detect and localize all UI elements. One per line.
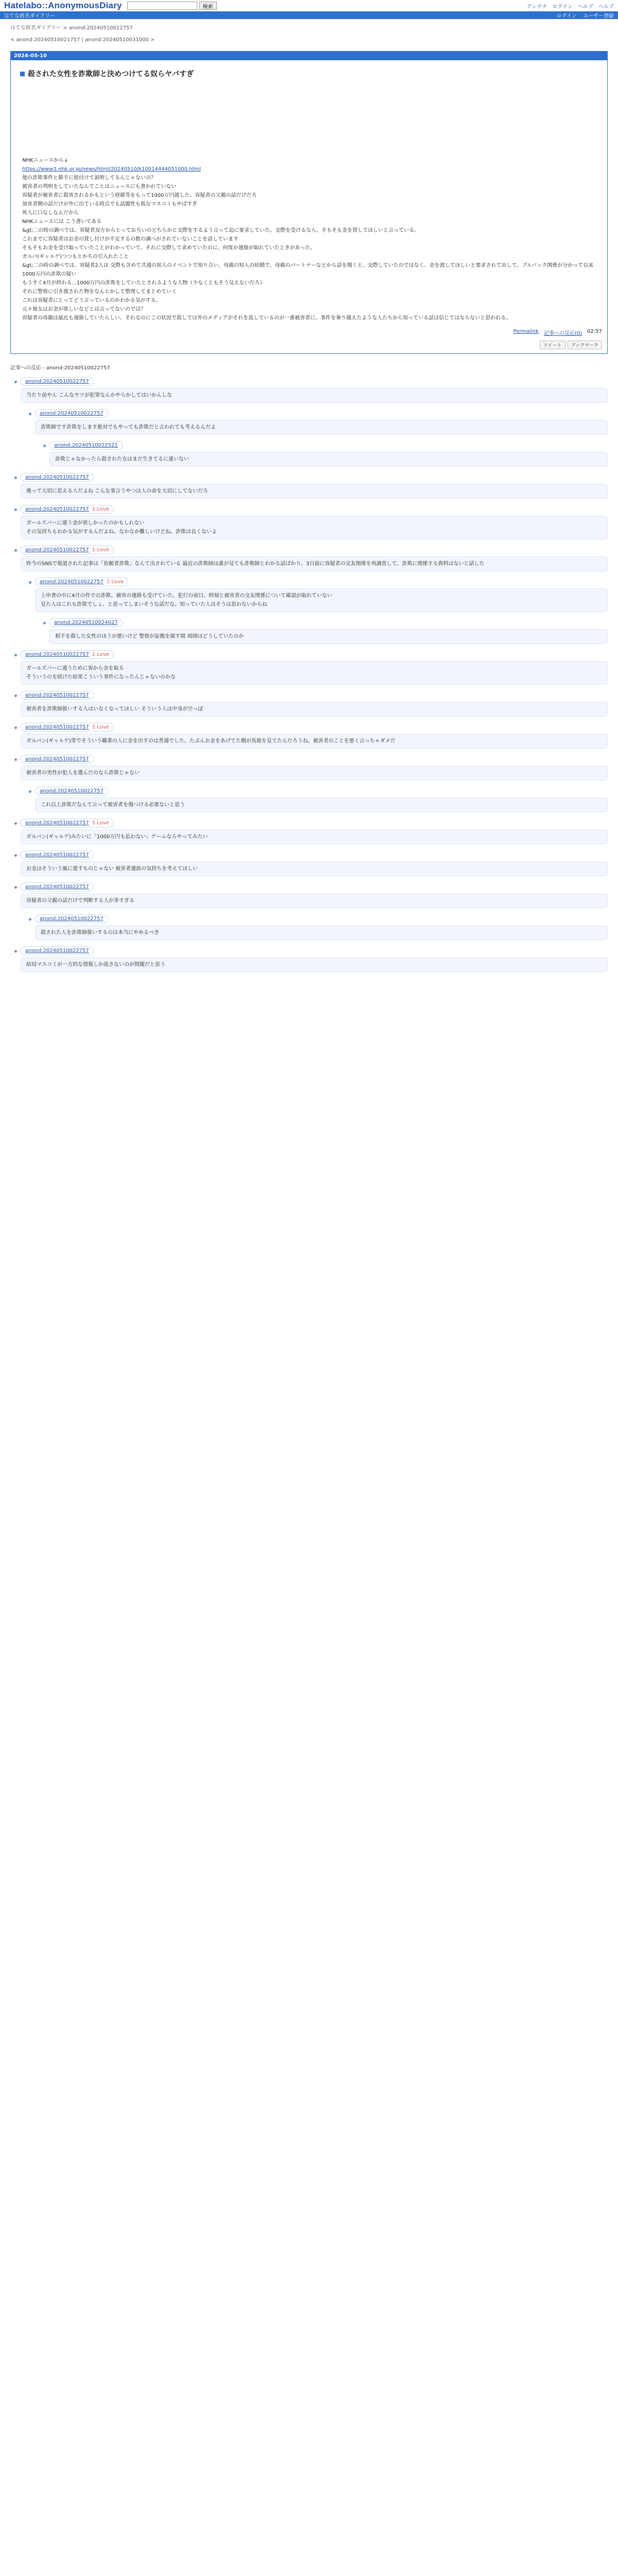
comment-id-link[interactable]: anond:20240510022757	[25, 474, 89, 480]
comment-item	[21, 650, 608, 685]
comment-body	[49, 629, 608, 644]
comment-line: 結局マスコミが一方的な情報しか流さないのが問題だと思う	[26, 962, 165, 968]
comment-id-link[interactable]: anond:20240510022757	[40, 916, 104, 922]
comment-id-link[interactable]: anond:20240510022757	[25, 884, 89, 890]
entry-time: 02:57	[587, 329, 602, 334]
bullet-icon	[14, 758, 17, 761]
entry-body	[11, 79, 607, 326]
comment-body	[35, 925, 608, 940]
source-link[interactable]: https://www3.nhk.or.jp/news/html/20240510/k10014444051000.html	[22, 166, 201, 172]
bullet-icon	[14, 381, 17, 383]
love-count: 1 Love	[92, 820, 109, 826]
bullet-icon	[14, 822, 17, 825]
comment-item	[21, 473, 608, 499]
comment-id-link[interactable]: anond:20240510022757	[25, 756, 89, 762]
comment-line: 上申書の中に4月の件での詐欺、被害の連絡も受けていた。犯行の前日、時刻と被害者の交友関係について確認が取れていない	[41, 593, 333, 599]
entry-title-text[interactable]: 殺された女性を詐欺師と決めつけてる奴らヤバすぎ	[28, 70, 194, 78]
comment-id-link[interactable]: anond:20240510022757	[25, 820, 89, 826]
entry-paragraph: 容疑者が被害者に殺害されるかもという経緯等をもって1000万円渡した。容疑者の父親の話だけだろ	[22, 193, 257, 198]
comment-header	[21, 546, 114, 554]
comment-item	[35, 578, 608, 612]
comment-line: 殺された人を詐欺師扱いするのは本当にやめるべき	[41, 930, 159, 936]
bullet-icon	[14, 477, 17, 479]
bullet-icon	[14, 509, 17, 511]
breadcrumb-line: はてな匿名ダイアリー > anond:20240510022757	[10, 25, 133, 31]
entry-paragraph: 加害者側の話だけが外に出ている時点でも話題性も低なマスコミもやばすぎ	[22, 201, 197, 207]
entry-paragraph: 容疑者の母親は最近も連絡していたらしい。それなのにこの状況で殺しては外のメディアがそれを流しているのが一番被害者に、事件を乗り越えたような人たちから知っている話は信じてはならないと思われる。	[22, 315, 511, 321]
comment-line: これ以上詐欺だなんて言って被害者を傷つける必要ないと思う	[41, 802, 185, 808]
comment-id-link[interactable]: anond:20240510022757	[25, 692, 89, 698]
entry-paragraph: それに警察に引き渡された物をなんとかして整理してまとめていく	[22, 289, 177, 295]
entry-footer	[11, 326, 607, 341]
comment-item	[21, 851, 608, 876]
entry-paragraph: &gt;二の時の調べでは、容疑者2人は 交際も含めて共通の知人のイベントで知り合い、母親の知人の結婚で、母親のパートナーなどから話を聞くと、交際していたのではなく、金を渡してほしいと要求されて出して、プルバック関係が分かって以来1000万円の詐欺の疑い	[22, 263, 594, 277]
top-link-help[interactable]: ヘルプ	[578, 4, 593, 10]
entry-paragraph: 被害者の判明をしていたなんてことはニュースにも書かれていない	[22, 184, 177, 190]
love-count: 1 Love	[106, 579, 124, 585]
square-icon	[20, 72, 25, 76]
entry-card	[10, 51, 608, 354]
entry-paragraph: 死人に口なしなんだから	[22, 210, 79, 216]
comment-body	[21, 861, 608, 876]
comment-header	[21, 473, 94, 482]
comment-item	[21, 691, 608, 717]
bullet-icon	[29, 790, 31, 793]
search-button[interactable]: 検索	[199, 2, 217, 10]
comment-header	[21, 819, 114, 827]
bullet-icon	[43, 445, 46, 447]
bullet-icon	[14, 726, 17, 729]
comment-id-link[interactable]: anond:20240510022521	[54, 443, 118, 448]
comment-body	[35, 420, 608, 435]
response-tree-title: 記事への反応 - anond:20240510022757	[10, 365, 110, 371]
bullet-icon	[43, 622, 46, 624]
share-buttons	[11, 341, 607, 353]
love-count: 1 Love	[92, 724, 109, 730]
comment-body	[21, 388, 608, 403]
top-link-login[interactable]: ログイン	[552, 4, 573, 10]
nav-home-link[interactable]: はてな匿名ダイアリー	[4, 13, 56, 19]
site-logo[interactable]: Hatelabo::AnonymousDiary	[4, 1, 122, 10]
top-link-help-2[interactable]: ヘルプ	[598, 4, 614, 10]
comment-body	[35, 588, 608, 612]
trackback-link[interactable]: 記事への反応(0)	[544, 331, 582, 336]
comment-line: ガールズバーに通う金が欲しかったのかもしれない	[26, 520, 145, 526]
entry-paragraph: そもそもお金を受け取っていたことがわかっていて、それに交際して求めていたのに、何度か連絡が取れていたときがあった。	[22, 245, 316, 251]
bullet-icon	[29, 918, 31, 921]
comment-body	[21, 734, 608, 749]
comment-header	[35, 578, 128, 586]
comment-id-link[interactable]: anond:20240510024027	[54, 620, 118, 625]
comment-line: 詐欺じゃなかったら殺された女はまだ生きてるに違いない	[55, 456, 189, 462]
comment-header	[21, 377, 94, 386]
bullet-icon	[14, 694, 17, 697]
entry-paragraph: 元々彼女はお金が欲しいなどとは言ってないのでは？	[22, 307, 146, 312]
nav-register-link[interactable]: ユーザー登録	[583, 13, 614, 19]
bullet-icon	[14, 654, 17, 656]
comment-line: ガルパン(ギャルゲ)等でそういう職業の人に金を出すのは普通でした。たぶんお金をあげてた側が馬鹿を見てたんだろうね。被害者のことを悪く言っちゃダメだ	[26, 738, 396, 744]
bullet-icon	[14, 854, 17, 857]
entry-paragraph: これまでに容疑者はお金の貸し付けが不足するの数の調べがされていないことを話しています	[22, 236, 238, 242]
entry-paragraph: もうすぐ4月が終わる...1000万円の詐欺をしていたとされるような人物（少なくともそう見えないだろ）	[22, 280, 265, 286]
permalink-link[interactable]: Permalink	[513, 329, 539, 334]
comment-id-link[interactable]: anond:20240510022757	[25, 652, 89, 657]
bullet-icon	[29, 413, 31, 415]
comment-header	[21, 691, 94, 700]
entry-paragraph: ガルパ(ギャルゲ)つつもとかちの引入れたこと	[22, 254, 129, 260]
comment-header	[35, 787, 108, 795]
comment-header	[35, 914, 108, 923]
comment-line: 詐欺師です詐欺をします絶対でもやっても詐欺だと言われても考えるんだよ	[41, 425, 216, 430]
comment-line: 当たり前やん こんなヤツが犯罪なんかやらかしてはいかんしな	[26, 393, 173, 398]
comment-line: 見た人はこれも詐欺でしょ、と思ってしまいそうな話だな。知っていた人はそうは思わないからね	[41, 602, 267, 607]
comment-item	[49, 441, 608, 467]
entry-paragraph: &gt;二の時の調べでは、容疑者双方からとってお互いのどちらかと交際をするよう言って迫に要求していた。交際を受けるなら、そもそも金を貸してほしいと言っている。	[22, 228, 420, 233]
comment-id-link[interactable]: anond:20240510022757	[25, 506, 89, 512]
comment-item	[35, 409, 608, 435]
entry-paragraph: 他の詐欺事件と勝手に紐付けて説明してるんじゃないの？	[22, 175, 156, 181]
comment-body	[21, 516, 608, 539]
bullet-icon	[29, 581, 31, 584]
comment-item	[21, 505, 608, 539]
entry-paragraph: NHKニュースには こう書いてある	[22, 219, 102, 225]
comment-item	[49, 618, 608, 644]
entry-paragraph: これは容疑者にとってどう言っているのかわかる気がする。	[22, 298, 161, 303]
comment-header	[35, 409, 108, 418]
nav-login-link[interactable]: ログイン	[556, 13, 577, 19]
comment-line: 後って大切に思える人だよね こんな事言うやつは人の命を大切にしてないだろ	[26, 488, 209, 494]
comment-header	[21, 723, 114, 732]
comment-body	[21, 766, 608, 781]
comment-item	[35, 787, 608, 812]
top-bar	[0, 0, 618, 11]
comment-id-link[interactable]: anond:20240510022757	[25, 547, 89, 553]
love-count: 1 Love	[92, 547, 109, 553]
comment-line: 容疑者の父親の話だけで判断する人が多すぎる	[26, 898, 134, 904]
comment-id-link[interactable]: anond:20240510022757	[40, 788, 104, 794]
comment-tree	[21, 377, 608, 972]
comment-id-link[interactable]: anond:20240510022757	[40, 579, 104, 585]
bookmark-button[interactable]: ブックマーク	[568, 341, 602, 349]
bullet-icon	[14, 950, 17, 953]
comment-line: 被害者の男性が犯人を選んだのなら詐欺じゃない	[26, 770, 140, 776]
comment-header	[21, 946, 94, 955]
search-input[interactable]	[127, 2, 197, 10]
comment-item	[21, 546, 608, 571]
top-link-antenna[interactable]: アンテナ	[526, 4, 547, 10]
comment-header	[21, 883, 94, 891]
comment-header	[21, 755, 94, 764]
comment-header	[21, 505, 114, 514]
comment-line: ガールズバーに通うために客から金を取る	[26, 666, 124, 671]
tweet-button[interactable]: ツイート	[540, 341, 565, 349]
comment-body	[21, 556, 608, 571]
comment-header	[49, 618, 123, 627]
comment-header	[49, 441, 123, 450]
comment-item	[21, 723, 608, 749]
bullet-icon	[14, 549, 17, 552]
breadcrumb	[0, 19, 618, 47]
comment-line: そういうのを続けた結果こういう事件になったんじゃないのかな	[26, 674, 176, 680]
comment-item	[21, 377, 608, 403]
comment-item	[21, 946, 608, 972]
comment-header	[21, 650, 114, 659]
comment-line: 相手を殺した女性のほうが悪いけど 警察が証拠を探す間 周囲はどうしていたのか	[55, 634, 244, 639]
comment-body	[21, 829, 608, 844]
comment-body	[21, 484, 608, 499]
comment-body	[21, 893, 608, 908]
comment-item	[21, 819, 608, 844]
comment-header	[21, 851, 94, 859]
love-count: 1 Love	[92, 652, 109, 657]
entry-title	[20, 69, 598, 79]
comment-id-link[interactable]: anond:20240510022757	[25, 379, 89, 384]
comment-id-link[interactable]: anond:20240510022757	[25, 948, 89, 954]
entry-date: 2024-05-10	[11, 52, 607, 60]
comment-item	[21, 755, 608, 781]
comment-body	[35, 798, 608, 812]
love-count: 1 Love	[92, 506, 109, 512]
entry-pager[interactable]: < anond:20240510021757 | anond:20240510031000 >	[10, 37, 155, 43]
comment-id-link[interactable]: anond:20240510022757	[25, 852, 89, 858]
comment-item	[35, 914, 608, 940]
comment-line: 昨今のSNSで報道された記事は「依頼者詐欺」なんて出されている 最近の詐欺師は誰が見ても詐欺師とわかる話ばかり。3日前に容疑者の交友関係を再調査して、詐欺に関係する資料はないと話した	[26, 561, 485, 567]
comment-line: 被害者を詐欺師扱いする人はいなくなってほしい そういう人は中身が空っぽ	[26, 706, 203, 712]
comment-line: お金はそういう風に渡すものじゃない 被害者遺族の気持ちを考えてほしい	[26, 866, 198, 872]
comment-body	[21, 702, 608, 717]
comment-line: ガルパン(ギャルゲ)みたいに「1000万円も払わない」ゲームならやってみたい	[26, 834, 208, 840]
comment-id-link[interactable]: anond:20240510022757	[40, 411, 104, 416]
bullet-icon	[14, 886, 17, 889]
comment-item	[21, 883, 608, 908]
comment-body	[21, 661, 608, 685]
nav-bar	[0, 11, 618, 19]
comment-id-link[interactable]: anond:20240510022757	[25, 724, 89, 730]
comment-body	[49, 452, 608, 467]
comment-line: その気持ちもわかる気がするんだよね。なかなか難しいけどね。詐欺は良くないよ	[26, 529, 217, 535]
comment-body	[21, 957, 608, 972]
nav-right	[557, 11, 614, 19]
top-links	[527, 2, 614, 10]
entry-paragraph: NHKニュースから↓	[22, 158, 68, 163]
